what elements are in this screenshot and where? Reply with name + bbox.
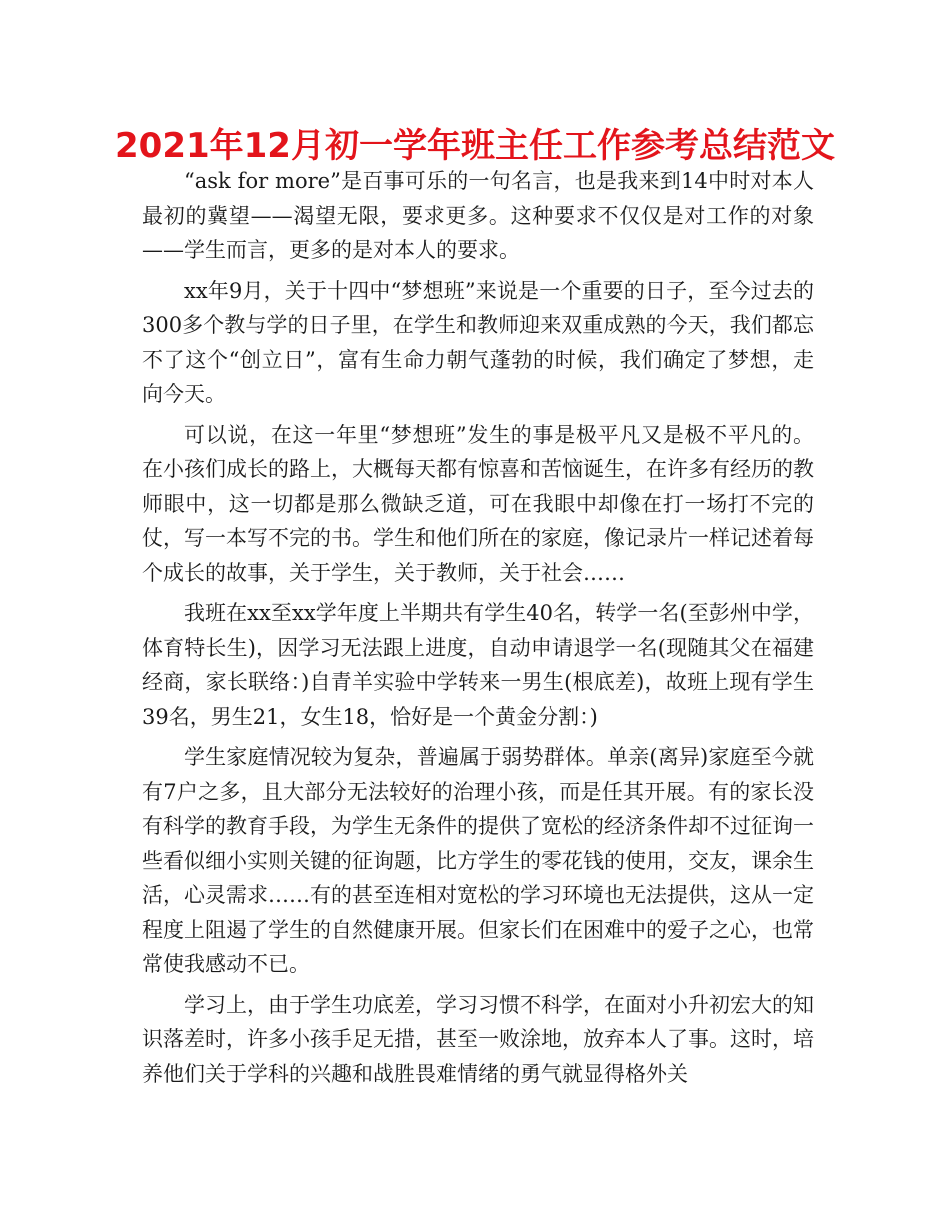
- document-body: [142, 164, 814, 1097]
- paragraph: 可以说，在这一年里“梦想班”发生的事是极平凡又是极不平凡的。在小孩们成长的路上，大概每天都有惊喜和苦恼诞生，在许多有经历的教师眼中，这一切都是那么微缺乏道，可在我眼中却像在打一场打不完的仗，写一本写不完的书。学生和他们所在的家庭，像记录片一样记述着每个成长的故事，关于学生，关于教师，关于社会……: [142, 422, 814, 585]
- paragraph: 学习上，由于学生功底差，学习习惯不科学，在面对小升初宏大的知识落差时，许多小孩手足无措，甚至一败涂地，放弃本人了事。这时，培养他们关于学科的兴趣和战胜畏难情绪的勇气就显得格外关: [142, 992, 814, 1086]
- document-title: 2021年12月初一学年班主任工作参考总结范文: [115, 126, 835, 166]
- paragraph: 我班在xx至xx学年度上半期共有学生40名，转学一名(至彭州中学，体育特长生)，因学习无法跟上进度，自动申请退学一名(现随其父在福建经商，家长联络：)自青羊实验中学转来一男生(根底差)，故班上现有学生39名，男生21，女生18，恰好是一个黄金分割：): [142, 601, 814, 729]
- paragraph: xx年9月，关于十四中“梦想班”来说是一个重要的日子，至今过去的300多个教与学的日子里，在学生和教师迎来双重成熟的今天，我们都忘不了这个“创立日”，富有生命力朝气蓬勃的时候，我们确定了梦想，走向今天。: [142, 278, 814, 406]
- paragraph: “ask for more”是百事可乐的一句名言，也是我来到14中时对本人最初的冀望——渴望无限，要求更多。这种要求不仅仅是对工作的对象——学生而言，更多的是对本人的要求。: [142, 169, 814, 262]
- paragraph: 学生家庭情况较为复杂，普遍属于弱势群体。单亲(离异)家庭至今就有7户之多，且大部分无法较好的治理小孩，而是任其开展。有的家长没有科学的教育手段，为学生无条件的提供了宽松的经济条件却不过征询一些看似细小实则关键的征询题，比方学生的零花钱的使用，交友，课余生活，心灵需求……有的甚至连相对宽松的学习环境也无法提供，这从一定程度上阻遏了学生的自然健康开展。但家长们在困难中的爱子之心，也常常使我感动不已。: [142, 745, 814, 976]
